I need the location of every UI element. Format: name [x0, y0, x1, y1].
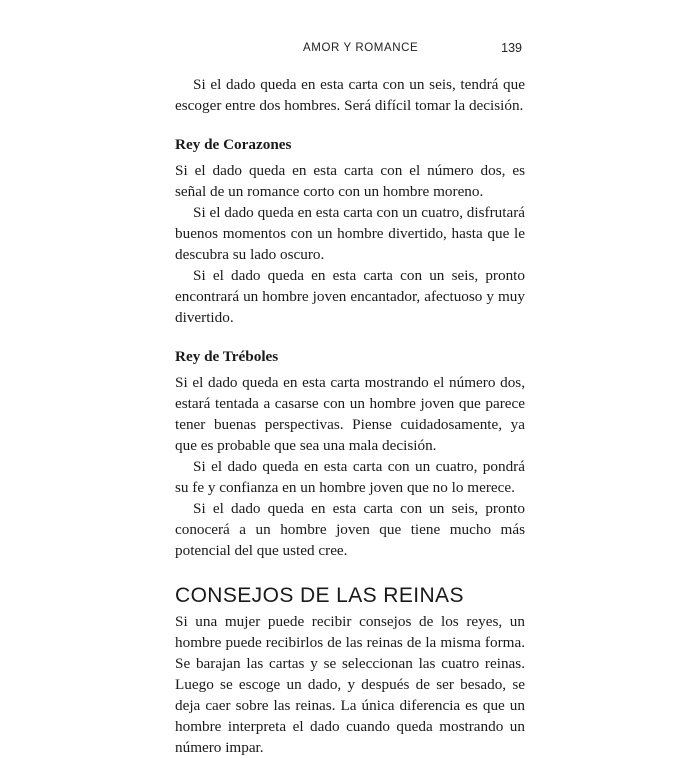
paragraph: Si el dado queda en esta carta con el número dos, es señal de un romance corto con un hombre moreno.	[175, 162, 525, 200]
page-number: 139	[501, 41, 522, 55]
paragraph: Si una mujer puede recibir consejos de los reyes, un hombre puede recibirlos de las reinas de la misma forma. Se barajan las cartas y se seleccionan las cuatro reinas. Luego se escoge un dado, y después de ser besado, se deja caer sobre las reinas. La única diferencia es que un hombre interpreta el dado cuando queda mostrando un número impar.	[175, 613, 525, 756]
section-title-consejos-de-las-reinas: CONSEJOS DE LAS REINAS	[175, 584, 464, 607]
paragraph: Si el dado queda en esta carta con un cuatro, pondrá su fe y confianza en un hombre joven que no lo merece.	[175, 458, 525, 496]
paragraph: Si el dado queda en esta carta con un seis, pronto conocerá a un hombre joven que tiene mucho más potencial del que usted cree.	[175, 500, 525, 559]
heading-rey-de-treboles: Rey de Tréboles	[175, 348, 279, 365]
running-title: AMOR Y ROMANCE	[303, 42, 419, 54]
intro-paragraph: Si el dado queda en esta carta con un seis, tendrá que escoger entre dos hombres. Será difícil tomar la decisión.	[175, 76, 525, 114]
page-header	[175, 40, 530, 60]
page-body	[175, 74, 525, 758]
paragraph: Si el dado queda en esta carta con un seis, pronto encontrará un hombre joven encantador, afectuoso y muy divertido.	[175, 267, 525, 326]
paragraph: Si el dado queda en esta carta con un cuatro, disfrutará buenos momentos con un hombre divertido, hasta que le descubra su lado oscuro.	[175, 204, 525, 263]
heading-rey-de-corazones: Rey de Corazones	[175, 136, 292, 153]
paragraph: Si el dado queda en esta carta mostrando el número dos, estará tentada a casarse con un hombre joven que parece tener buenas perspectivas. Piense cuidadosamente, ya que es probable que sea una mala decisión.	[175, 374, 525, 454]
